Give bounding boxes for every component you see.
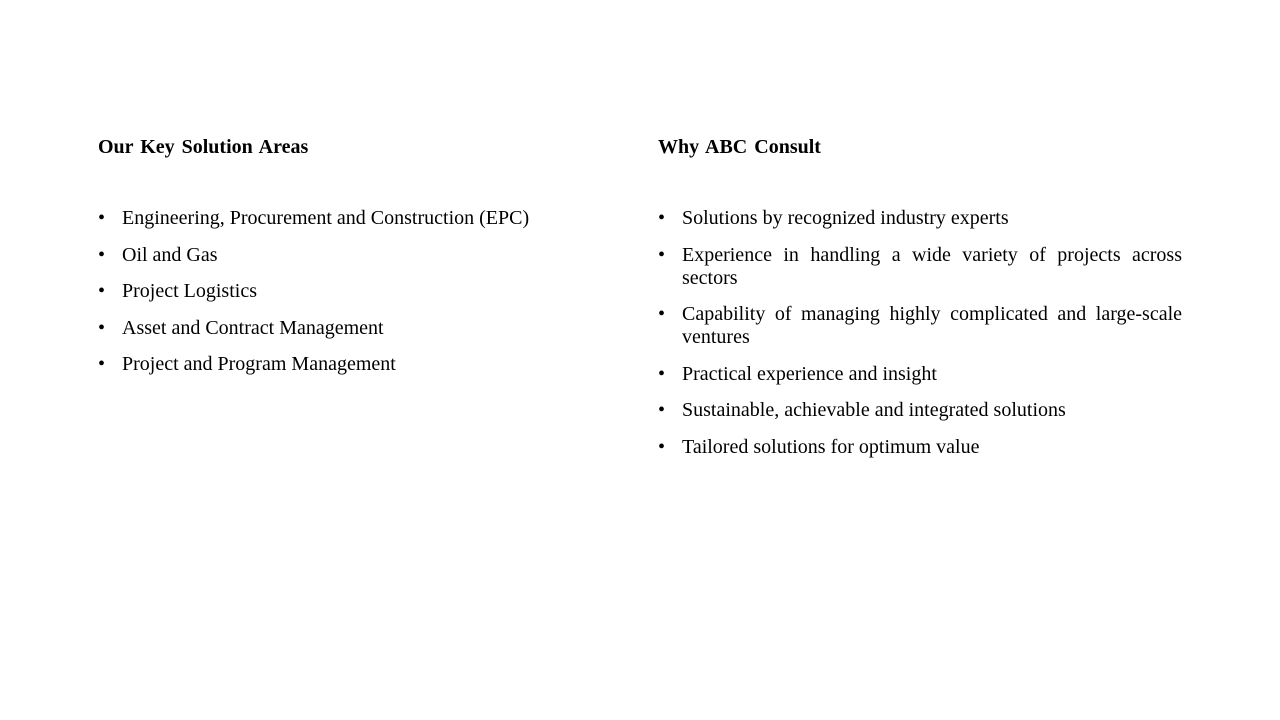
bullet-icon: • — [658, 399, 666, 421]
list-item-text: Experience in handling a wide variety of projects across sectors — [682, 243, 1182, 289]
list-item — [98, 244, 598, 267]
list-item — [98, 207, 598, 230]
list-item — [658, 399, 1182, 422]
key-solution-areas-list — [98, 207, 598, 376]
list-item-text: Asset and Contract Management — [122, 316, 384, 339]
list-item-text: Practical experience and insight — [682, 362, 937, 385]
key-solution-areas-section — [98, 135, 598, 390]
list-item — [658, 363, 1182, 386]
bullet-icon: • — [658, 362, 666, 385]
bullet-icon: • — [98, 316, 106, 339]
list-item-text: Sustainable, achievable and integrated solutions — [682, 399, 1066, 421]
bullet-icon: • — [98, 243, 106, 266]
list-item — [98, 317, 598, 340]
list-item — [98, 353, 598, 376]
why-abc-consult-heading: Why ABC Consult — [658, 136, 821, 158]
list-item — [658, 303, 1182, 349]
list-item — [98, 280, 598, 303]
bullet-icon: • — [98, 353, 106, 375]
list-item — [658, 207, 1182, 230]
list-item-text: Capability of managing highly complicated and large-scale ventures — [682, 303, 1182, 348]
list-item-text: Tailored solutions for optimum value — [682, 435, 980, 458]
why-abc-consult-list — [658, 207, 1182, 459]
why-abc-consult-section — [658, 135, 1182, 472]
bullet-icon: • — [98, 207, 106, 229]
list-item-text: Engineering, Procurement and Construction (EPC) — [122, 207, 530, 229]
list-item-text: Oil and Gas — [122, 243, 218, 266]
list-item-text: Project and Program Management — [122, 353, 396, 375]
bullet-icon: • — [658, 435, 666, 458]
key-solution-areas-heading: Our Key Solution Areas — [98, 136, 309, 158]
bullet-icon: • — [98, 280, 106, 302]
list-item-text: Solutions by recognized industry experts — [682, 207, 1009, 229]
bullet-icon: • — [658, 207, 666, 229]
bullet-icon: • — [658, 243, 666, 266]
list-item — [658, 244, 1182, 290]
list-item — [658, 436, 1182, 459]
bullet-icon: • — [658, 303, 666, 325]
list-item-text: Project Logistics — [122, 280, 257, 302]
